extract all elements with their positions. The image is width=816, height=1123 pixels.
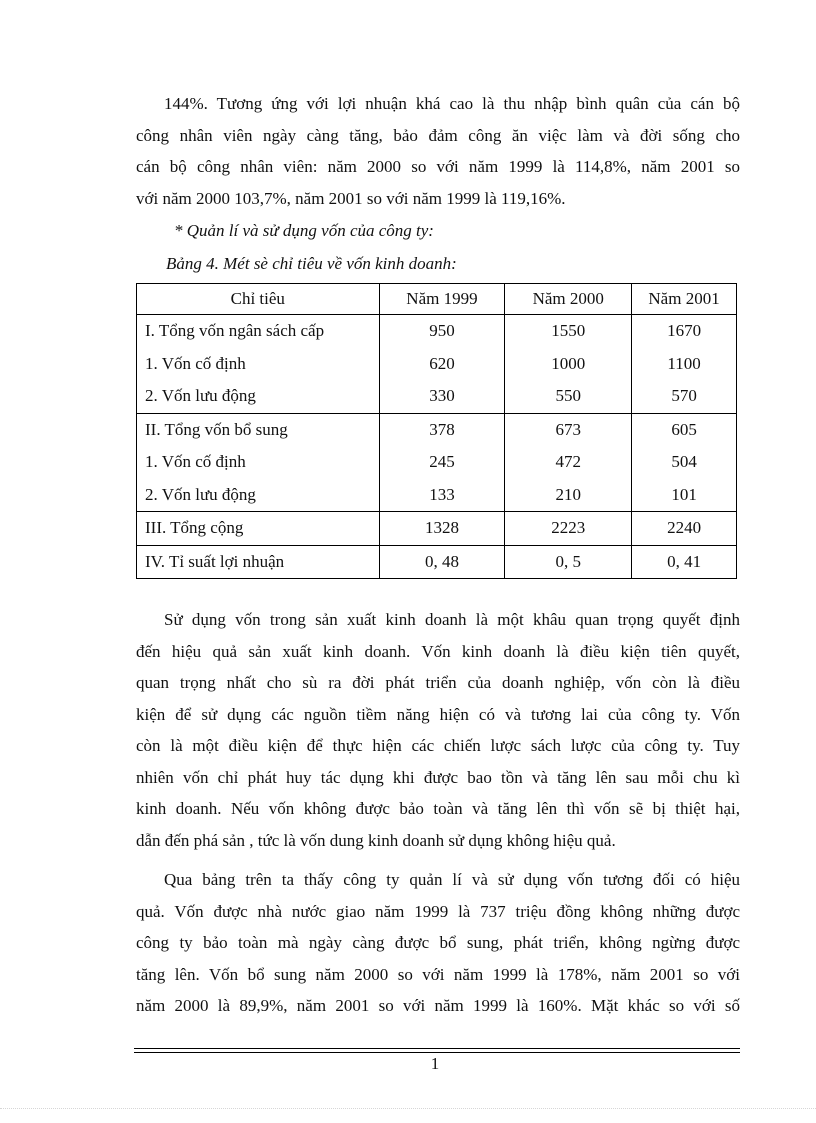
- cell-1999: 950: [379, 315, 505, 348]
- table-row: [137, 413, 737, 446]
- cell-2000: 673: [505, 413, 632, 446]
- header-cell: Chỉ tiêu: [137, 284, 380, 315]
- intro-line: cán bộ công nhân viên: năm 2000 so với năm 1999 là 114,8%, năm 2001 so: [136, 157, 740, 176]
- table-row: [137, 545, 737, 579]
- row-label: IV. Tỉ suất lợi nhuận: [137, 545, 380, 579]
- body-line: dẫn đến phá sản , tức là vốn dung kinh doanh sử dụng không hiệu quả.: [136, 830, 616, 850]
- table-row: [137, 315, 737, 348]
- capital-table: [136, 283, 737, 579]
- body-line: còn là một điều kiện để thực hiện các chiến lược sách lược của công ty. Tuy: [136, 736, 740, 755]
- table-row: [137, 348, 737, 381]
- row-label: I. Tổng vốn ngân sách cấp: [137, 315, 380, 348]
- intro-line: 144%. Tương ứng với lợi nhuận khá cao là thu nhập bình quân của cán bộ: [164, 94, 740, 113]
- cell-1999: 620: [379, 348, 505, 381]
- table-row: [137, 380, 737, 413]
- cell-2000: 550: [505, 380, 632, 413]
- cell-1999: 133: [379, 479, 505, 512]
- cell-2001: 570: [632, 380, 737, 413]
- table-caption: Bảng 4. Mét sè chỉ tiêu về vốn kinh doanh:: [166, 254, 457, 273]
- body-line: kiện để sử dụng các nguồn tiềm năng hiện có và tương lai của công ty. Vốn: [136, 704, 740, 724]
- cell-1999: 245: [379, 446, 505, 479]
- row-label: II. Tổng vốn bổ sung: [137, 413, 380, 446]
- body-line: nhiên vốn chỉ phát huy tác dụng khi được bao tồn và tăng lên sau mỗi chu kì: [136, 767, 740, 787]
- row-label: 2. Vốn lưu động: [137, 479, 380, 512]
- body-line: năm 2000 là 89,9%, năm 2001 so với năm 1999 là 160%. Mặt khác so với số: [136, 996, 740, 1015]
- cell-2001: 1670: [632, 315, 737, 348]
- cell-2001: 101: [632, 479, 737, 512]
- cell-2001: 2240: [632, 512, 737, 546]
- cell-2001: 605: [632, 413, 737, 446]
- cell-2000: 2223: [505, 512, 632, 546]
- table-row: [137, 446, 737, 479]
- cell-1999: 1328: [379, 512, 505, 546]
- row-label: 1. Vốn cố định: [137, 348, 380, 381]
- cell-2001: 1100: [632, 348, 737, 381]
- table-header-row: [137, 284, 737, 315]
- cell-2001: 504: [632, 446, 737, 479]
- cell-2000: 1550: [505, 315, 632, 348]
- intro-line: công nhân viên ngày càng tăng, bảo đảm công ăn việc làm và đời sống cho: [136, 125, 740, 145]
- cell-2000: 0, 5: [505, 545, 632, 579]
- body-line: kinh doanh. Nếu vốn không được bảo toàn và tăng lên thì vốn sẽ bị thiệt hại,: [136, 799, 740, 818]
- cell-1999: 0, 48: [379, 545, 505, 579]
- row-label: III. Tổng cộng: [137, 512, 380, 546]
- body-line: Sử dụng vốn trong sản xuất kinh doanh là một khâu quan trọng quyết định: [164, 610, 740, 629]
- body-paragraph-2: [136, 864, 740, 1022]
- section-heading: * Quản lí và sử dụng vốn của công ty:: [174, 221, 434, 240]
- body-line: đến hiệu quả sản xuất kinh doanh. Vốn kinh doanh là điều kiện tiên quyết,: [136, 641, 740, 661]
- table-row: [137, 479, 737, 512]
- body-line: Qua bảng trên ta thấy công ty quản lí và sử dụng vốn tương đối có hiệu: [164, 870, 740, 889]
- cell-2000: 1000: [505, 348, 632, 381]
- body-line: quả. Vốn được nhà nước giao năm 1999 là 737 triệu đồng không những được: [136, 901, 740, 921]
- header-cell: Năm 1999: [379, 284, 505, 315]
- page-number: 1: [430, 1054, 440, 1073]
- cell-1999: 330: [379, 380, 505, 413]
- cell-2000: 210: [505, 479, 632, 512]
- footer-rule-bottom: [134, 1052, 740, 1053]
- body-paragraph-1: [136, 604, 740, 856]
- body-line: tăng lên. Vốn bổ sung năm 2000 so với năm 1999 là 178%, năm 2001 so với: [136, 964, 740, 984]
- intro-line: với năm 2000 103,7%, năm 2001 so với năm 1999 là 119,16%.: [136, 188, 566, 208]
- intro-paragraph: [136, 88, 740, 214]
- body-line: công ty bảo toàn mà ngày càng được bổ sung, phát triển, không ngừng được: [136, 933, 740, 952]
- row-label: 1. Vốn cố định: [137, 446, 380, 479]
- header-cell: Năm 2001: [632, 284, 737, 315]
- page-edge-divider: [0, 1108, 816, 1109]
- cell-2000: 472: [505, 446, 632, 479]
- cell-2001: 0, 41: [632, 545, 737, 579]
- body-line: quan trọng nhất cho sù ra đời phát triển của doanh nghiệp, vốn còn là điều: [136, 673, 740, 692]
- footer-rule-top: [134, 1048, 740, 1049]
- row-label: 2. Vốn lưu động: [137, 380, 380, 413]
- header-cell: Năm 2000: [505, 284, 632, 315]
- table-row: [137, 512, 737, 546]
- cell-1999: 378: [379, 413, 505, 446]
